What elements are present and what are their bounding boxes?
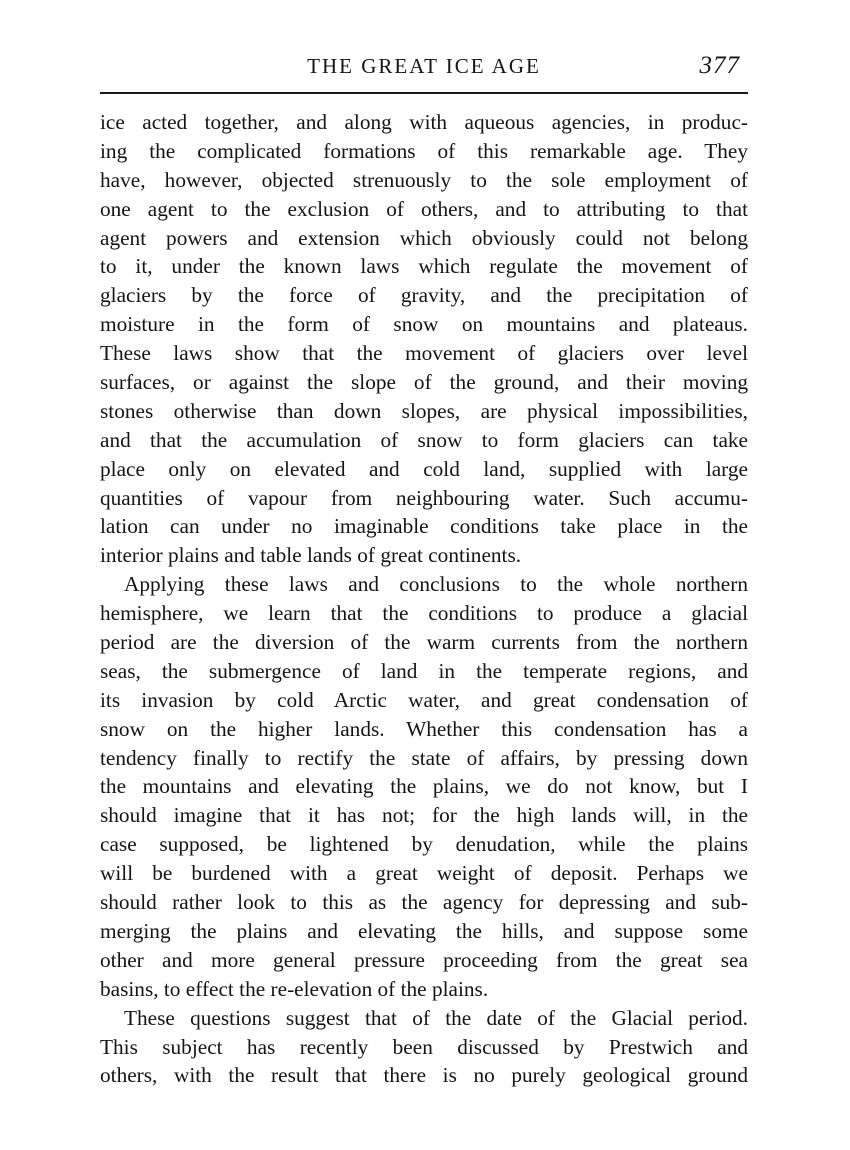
body-text — [100, 108, 748, 1090]
book-page — [100, 52, 748, 1090]
text-line: should rather look to this as the agency for depressing and sub- — [100, 890, 748, 915]
text-line: the mountains and elevating the plains, we do not know, but I — [100, 774, 748, 799]
text-line: its invasion by cold Arctic water, and great condensation of — [100, 687, 748, 712]
text-line: to it, under the known laws which regulate the movement of — [100, 254, 748, 279]
text-line: quantities of vapour from neighbouring water. Such accumu- — [100, 485, 748, 510]
running-head — [100, 52, 748, 84]
text-line: These laws show that the movement of glaciers over level — [100, 341, 748, 366]
text-line: place only on elevated and cold land, supplied with large — [100, 456, 748, 481]
text-line: Applying these laws and conclusions to the whole northern — [124, 572, 748, 597]
text-line: lation can under no imaginable conditions take place in the — [100, 514, 748, 539]
text-line: one agent to the exclusion of others, and to attributing to that — [100, 196, 748, 221]
text-line: have, however, objected strenuously to the sole employment of — [100, 167, 748, 192]
paragraph — [100, 108, 748, 570]
text-line: ice acted together, and along with aqueous agencies, in produc- — [100, 110, 748, 134]
text-line: This subject has recently been discussed by Prestwich and — [100, 1034, 748, 1059]
text-line: other and more general pressure proceeding from the great sea — [100, 947, 748, 972]
header-rule — [100, 92, 748, 94]
text-line: others, with the result that there is no purely geological ground — [100, 1063, 748, 1088]
text-line: period are the diversion of the warm currents from the northern — [100, 630, 748, 655]
text-line: stones otherwise than down slopes, are physical impossibilities, — [100, 398, 748, 423]
text-line: agent powers and extension which obviously could not belong — [100, 225, 748, 250]
paragraph — [100, 570, 748, 1003]
text-line: surfaces, or against the slope of the ground, and their moving — [100, 370, 748, 395]
text-line: merging the plains and elevating the hills, and suppose some — [100, 918, 748, 943]
text-line: ing the complicated formations of this remarkable age. They — [100, 138, 748, 163]
text-line: These questions suggest that of the date of the Glacial period. — [124, 1005, 748, 1030]
text-line: basins, to effect the re-elevation of the plains. — [100, 976, 489, 1001]
text-line: hemisphere, we learn that the conditions to produce a glacial — [100, 601, 748, 626]
page-number: 377 — [699, 52, 740, 79]
text-line: moisture in the form of snow on mountains and plateaus. — [100, 312, 748, 337]
paragraph — [100, 1004, 748, 1091]
text-line: will be burdened with a great weight of deposit. Perhaps we — [100, 861, 748, 886]
text-line: snow on the higher lands. Whether this condensation has a — [100, 716, 748, 741]
text-line: seas, the submergence of land in the temperate regions, and — [100, 658, 748, 683]
text-line: and that the accumulation of snow to form glaciers can take — [100, 427, 748, 452]
text-line: tendency finally to rectify the state of affairs, by pressing down — [100, 745, 748, 770]
text-line: interior plains and table lands of great continents. — [100, 543, 522, 568]
running-title: THE GREAT ICE AGE — [307, 54, 541, 78]
text-line: case supposed, be lightened by denudation, while the plains — [100, 832, 748, 857]
text-line: glaciers by the force of gravity, and the precipitation of — [100, 283, 748, 308]
text-line: should imagine that it has not; for the high lands will, in the — [100, 803, 748, 828]
